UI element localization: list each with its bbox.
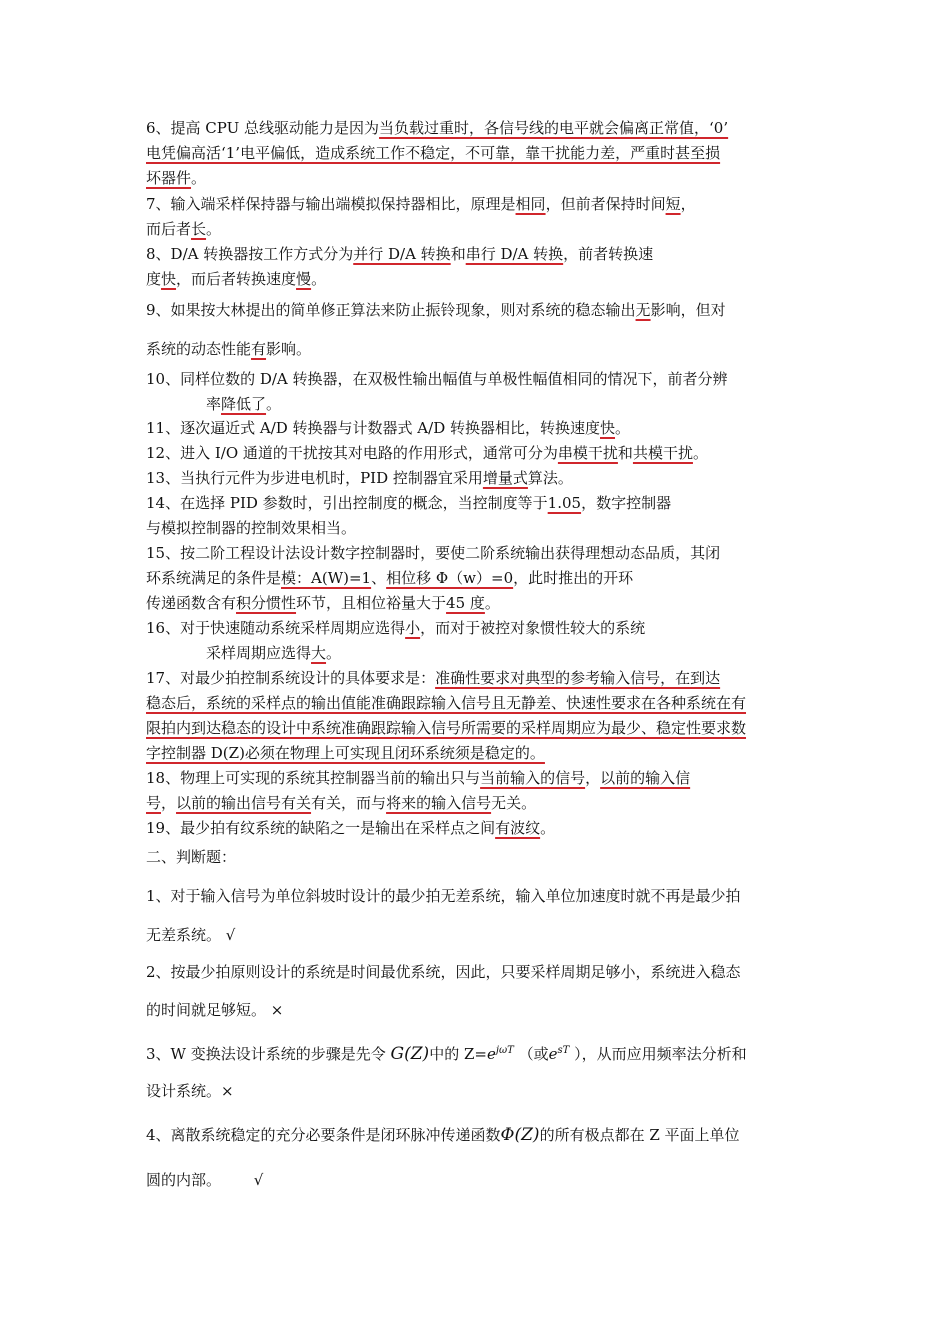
j2-line2: 的时间就足够短。 ×	[146, 1001, 284, 1019]
q6-line3: 坏器件。	[146, 169, 207, 187]
q9-line2: 系统的动态性能有影响。	[146, 340, 312, 358]
q8-line2: 度快，而后者转换速度慢。	[146, 270, 327, 288]
section-heading-judge: 二、判断题：	[146, 848, 237, 866]
q17-line2: 稳态后，系统的采样点的输出值能准确跟踪输入信号且无静差、快速性要求在各种系统在有	[146, 694, 747, 712]
g-of-z-formula: G(Z)	[390, 1044, 430, 1064]
q8-line1: 8、D/A 转换器按工作方式分为并行 D/A 转换和串行 D/A 转换，前者转换速	[146, 245, 654, 263]
q15-line3: 传递函数含有积分惯性环节，且相位裕量大于45 度。	[146, 594, 500, 612]
q19-line: 19、最少拍有纹系统的缺陷之一是输出在采样点之间有波纹。	[146, 819, 556, 837]
q14-line2: 与模拟控制器的控制效果相当。	[146, 519, 357, 537]
q18-line1: 18、物理上可实现的系统其控制器当前的输出只与当前输入的信号，以前的输入信	[146, 769, 691, 787]
q6-answer: 当负载过重时，各信号线的电平就会偏离正常值，‘0’	[379, 119, 729, 137]
q7-line1: 7、输入端采样保持器与输出端模拟保持器相比，原理是相同，但前者保持时间短，	[146, 195, 696, 213]
q14-line1: 14、在选择 PID 参数时，引出控制度的概念，当控制度等于1.05，数字控制器	[146, 494, 672, 512]
q10-line2: 率降低了。	[206, 395, 282, 413]
j4-line1: 4、离散系统稳定的充分必要条件是闭环脉冲传递函数Φ(Z)的所有极点都在 Z 平面上单位	[146, 1125, 740, 1145]
j4-line2: 圆的内部。 √	[146, 1171, 264, 1189]
q15-line2: 环系统满足的条件是模：A(W)=1、相位移 Φ（w）=0，此时推出的开环	[146, 569, 634, 587]
j1-line2: 无差系统。 √	[146, 926, 236, 944]
q17-line3: 限拍内到达稳态的设计中系统准确跟踪输入信号所需要的采样周期应为最少、稳定性要求数	[146, 719, 747, 737]
q15-line1: 15、按二阶工程设计法设计数字控制器时，要使二阶系统输出获得理想动态品质，其闭	[146, 544, 721, 562]
j2-line1: 2、按最少拍原则设计的系统是时间最优系统，因此，只要采样周期足够小，系统进入稳态	[146, 963, 741, 981]
j3-line1: 3、W 变换法设计系统的步骤是先令 G(Z)中的 $Z=e^{j\omega T}$ （或$e^{sT}$ ），从而应用频率法分析和	[146, 1044, 747, 1064]
q17-line1: 17、对最少拍控制系统设计的具体要求是：准确性要求对典型的参考输入信号，在到达	[146, 669, 721, 687]
checkmark: √	[253, 1171, 264, 1189]
q13-line: 13、当执行元件为步进电机时，PID 控制器宜采用增量式算法。	[146, 469, 573, 487]
q10-line1: 10、同样位数的 D/A 转换器，在双极性输出幅值与单极性幅值相同的情况下，前者分辨	[146, 370, 728, 388]
q6-line1: 6、提高 CPU 总线驱动能力是因为当负载过重时，各信号线的电平就会偏离正常值，‘0’	[146, 119, 729, 137]
j3-line2: 设计系统。×	[146, 1082, 234, 1100]
j1-line1: 1、对于输入信号为单位斜坡时设计的最少拍无差系统，输入单位加速度时就不再是最少拍	[146, 887, 741, 905]
q16-line2: 采样周期应选得大。	[206, 644, 342, 662]
q6-line2: 电凭偏高活‘1’电平偏低，造成系统工作不稳定，不可靠，靠干扰能力差，严重时甚至损	[146, 144, 721, 162]
q17-line4: 字控制器 D(Z)必须在物理上可实现且闭环系统须是稳定的。	[146, 744, 545, 762]
q7-line2: 而后者长。	[146, 220, 222, 238]
q16-line1: 16、对于快速随动系统采样周期应选得小，而对于被控对象惯性较大的系统	[146, 619, 646, 637]
q11-line: 11、逐次逼近式 A/D 转换器与计数器式 A/D 转换器相比，转换速度快。	[146, 419, 631, 437]
phi-of-z-formula: Φ(Z)	[500, 1125, 540, 1145]
q18-line2: 号，以前的输出信号有关有关，而与将来的输入信号无关。	[146, 794, 537, 812]
q9-line1: 9、如果按大林提出的简单修正算法来防止振铃现象，则对系统的稳态输出无影响，但对	[146, 301, 726, 319]
q12-line: 12、进入 I/O 通道的干扰按其对电路的作用形式，通常可分为串模干扰和共模干扰。	[146, 444, 708, 462]
